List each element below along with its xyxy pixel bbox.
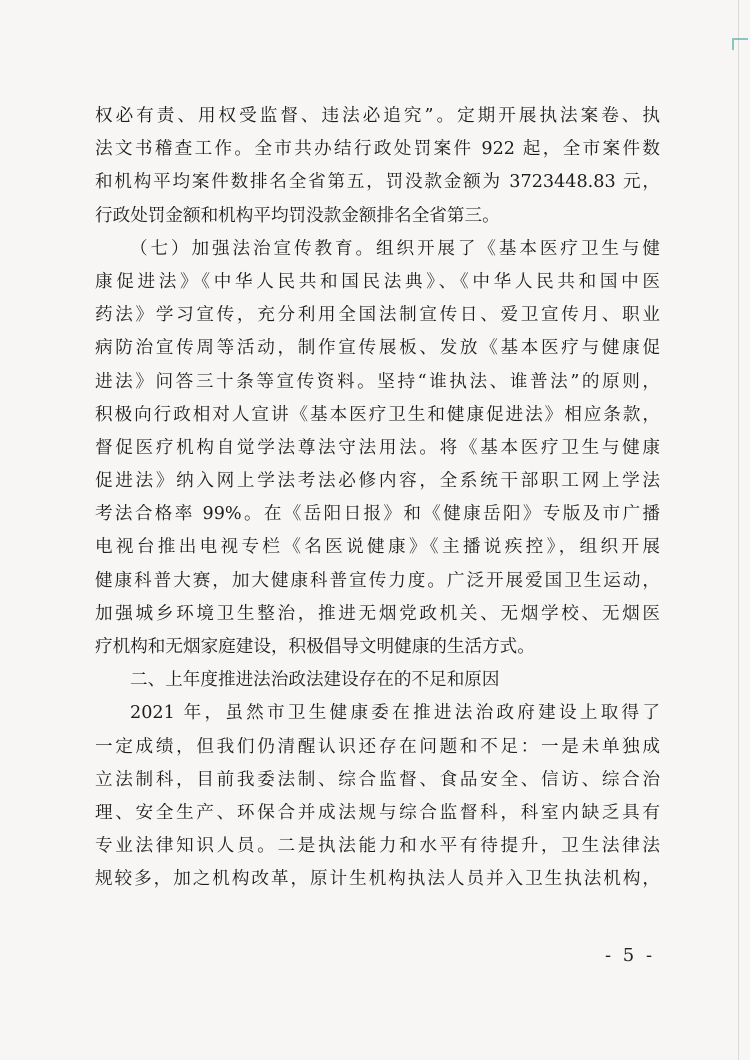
- body-line: 健康科普大赛，加大健康科普宣传力度。广泛开展爱国卫生运动，: [95, 570, 660, 591]
- body-line: 加强城乡环境卫生整治，推进无烟党政机关、无烟学校、无烟医: [95, 603, 660, 624]
- body-line: 行政处罚金额和机构平均罚没款金额排名全省第三。: [95, 205, 500, 226]
- body-line: 疗机构和无烟家庭建设，积极倡导文明健康的生活方式。: [95, 637, 535, 657]
- body-line: 2021 年，虽然市卫生健康委在推进法治政府建设上取得了: [130, 703, 660, 724]
- body-line: 立法制科，目前我委法制、综合监督、食品安全、信访、综合治: [95, 769, 660, 790]
- scan-corner-mark: [732, 38, 748, 50]
- body-line: 促进法》纳入网上学法考法必修内容，全系统干部职工网上学法: [95, 471, 660, 492]
- section-heading: 二、上年度推进法治政法建设存在的不足和原因: [130, 670, 500, 691]
- document-body: [95, 100, 660, 897]
- body-line: 规较多，加之机构改革，原计生机构执法人员并入卫生执法机构，: [95, 869, 660, 890]
- body-line: 药法》学习宣传，充分利用全国法制宣传日、爱卫宣传月、职业: [95, 305, 660, 326]
- body-line: 电视台推出电视专栏《名医说健康》《主播说疾控》，组织开展: [95, 537, 660, 558]
- body-line: 法文书稽查工作。全市共办结行政处罚案件 922 起，全市案件数: [95, 139, 660, 160]
- body-line: 理、安全生产、环保合并成法规与综合监督科，科室内缺乏具有: [95, 802, 660, 823]
- body-line: 一定成绩，但我们仍清醒认识还存在问题和不足：一是未单独成: [95, 736, 660, 757]
- body-line: 督促医疗机构自觉学法尊法守法用法。将《基本医疗卫生与健康: [95, 437, 660, 458]
- body-line: 权必有责、用权受监督、违法必追究”。定期开展执法案卷、执: [95, 106, 660, 126]
- body-line: 考法合格率 99%。在《岳阳日报》和《健康岳阳》专版及市广播: [95, 504, 660, 525]
- body-line: 专业法律知识人员。二是执法能力和水平有待提升，卫生法律法: [95, 836, 660, 857]
- page-edge-line: [738, 0, 739, 1060]
- body-line: 积极向行政相对人宣讲《基本医疗卫生和健康促进法》相应条款，: [95, 404, 660, 425]
- page-number: - 5 -: [605, 945, 656, 966]
- body-line: 进法》问答三十条等宣传资料。坚持“谁执法、谁普法”的原则，: [95, 371, 660, 392]
- section-seven-line: （七）加强法治宣传教育。组织开展了《基本医疗卫生与健: [130, 238, 660, 259]
- body-line: 和机构平均案件数排名全省第五，罚没款金额为 3723448.83 元，: [95, 172, 660, 193]
- body-line: 康促进法》《中华人民共和国民法典》、《中华人民共和国中医: [95, 271, 660, 292]
- body-line: 病防治宣传周等活动，制作宣传展板、发放《基本医疗与健康促: [95, 338, 660, 359]
